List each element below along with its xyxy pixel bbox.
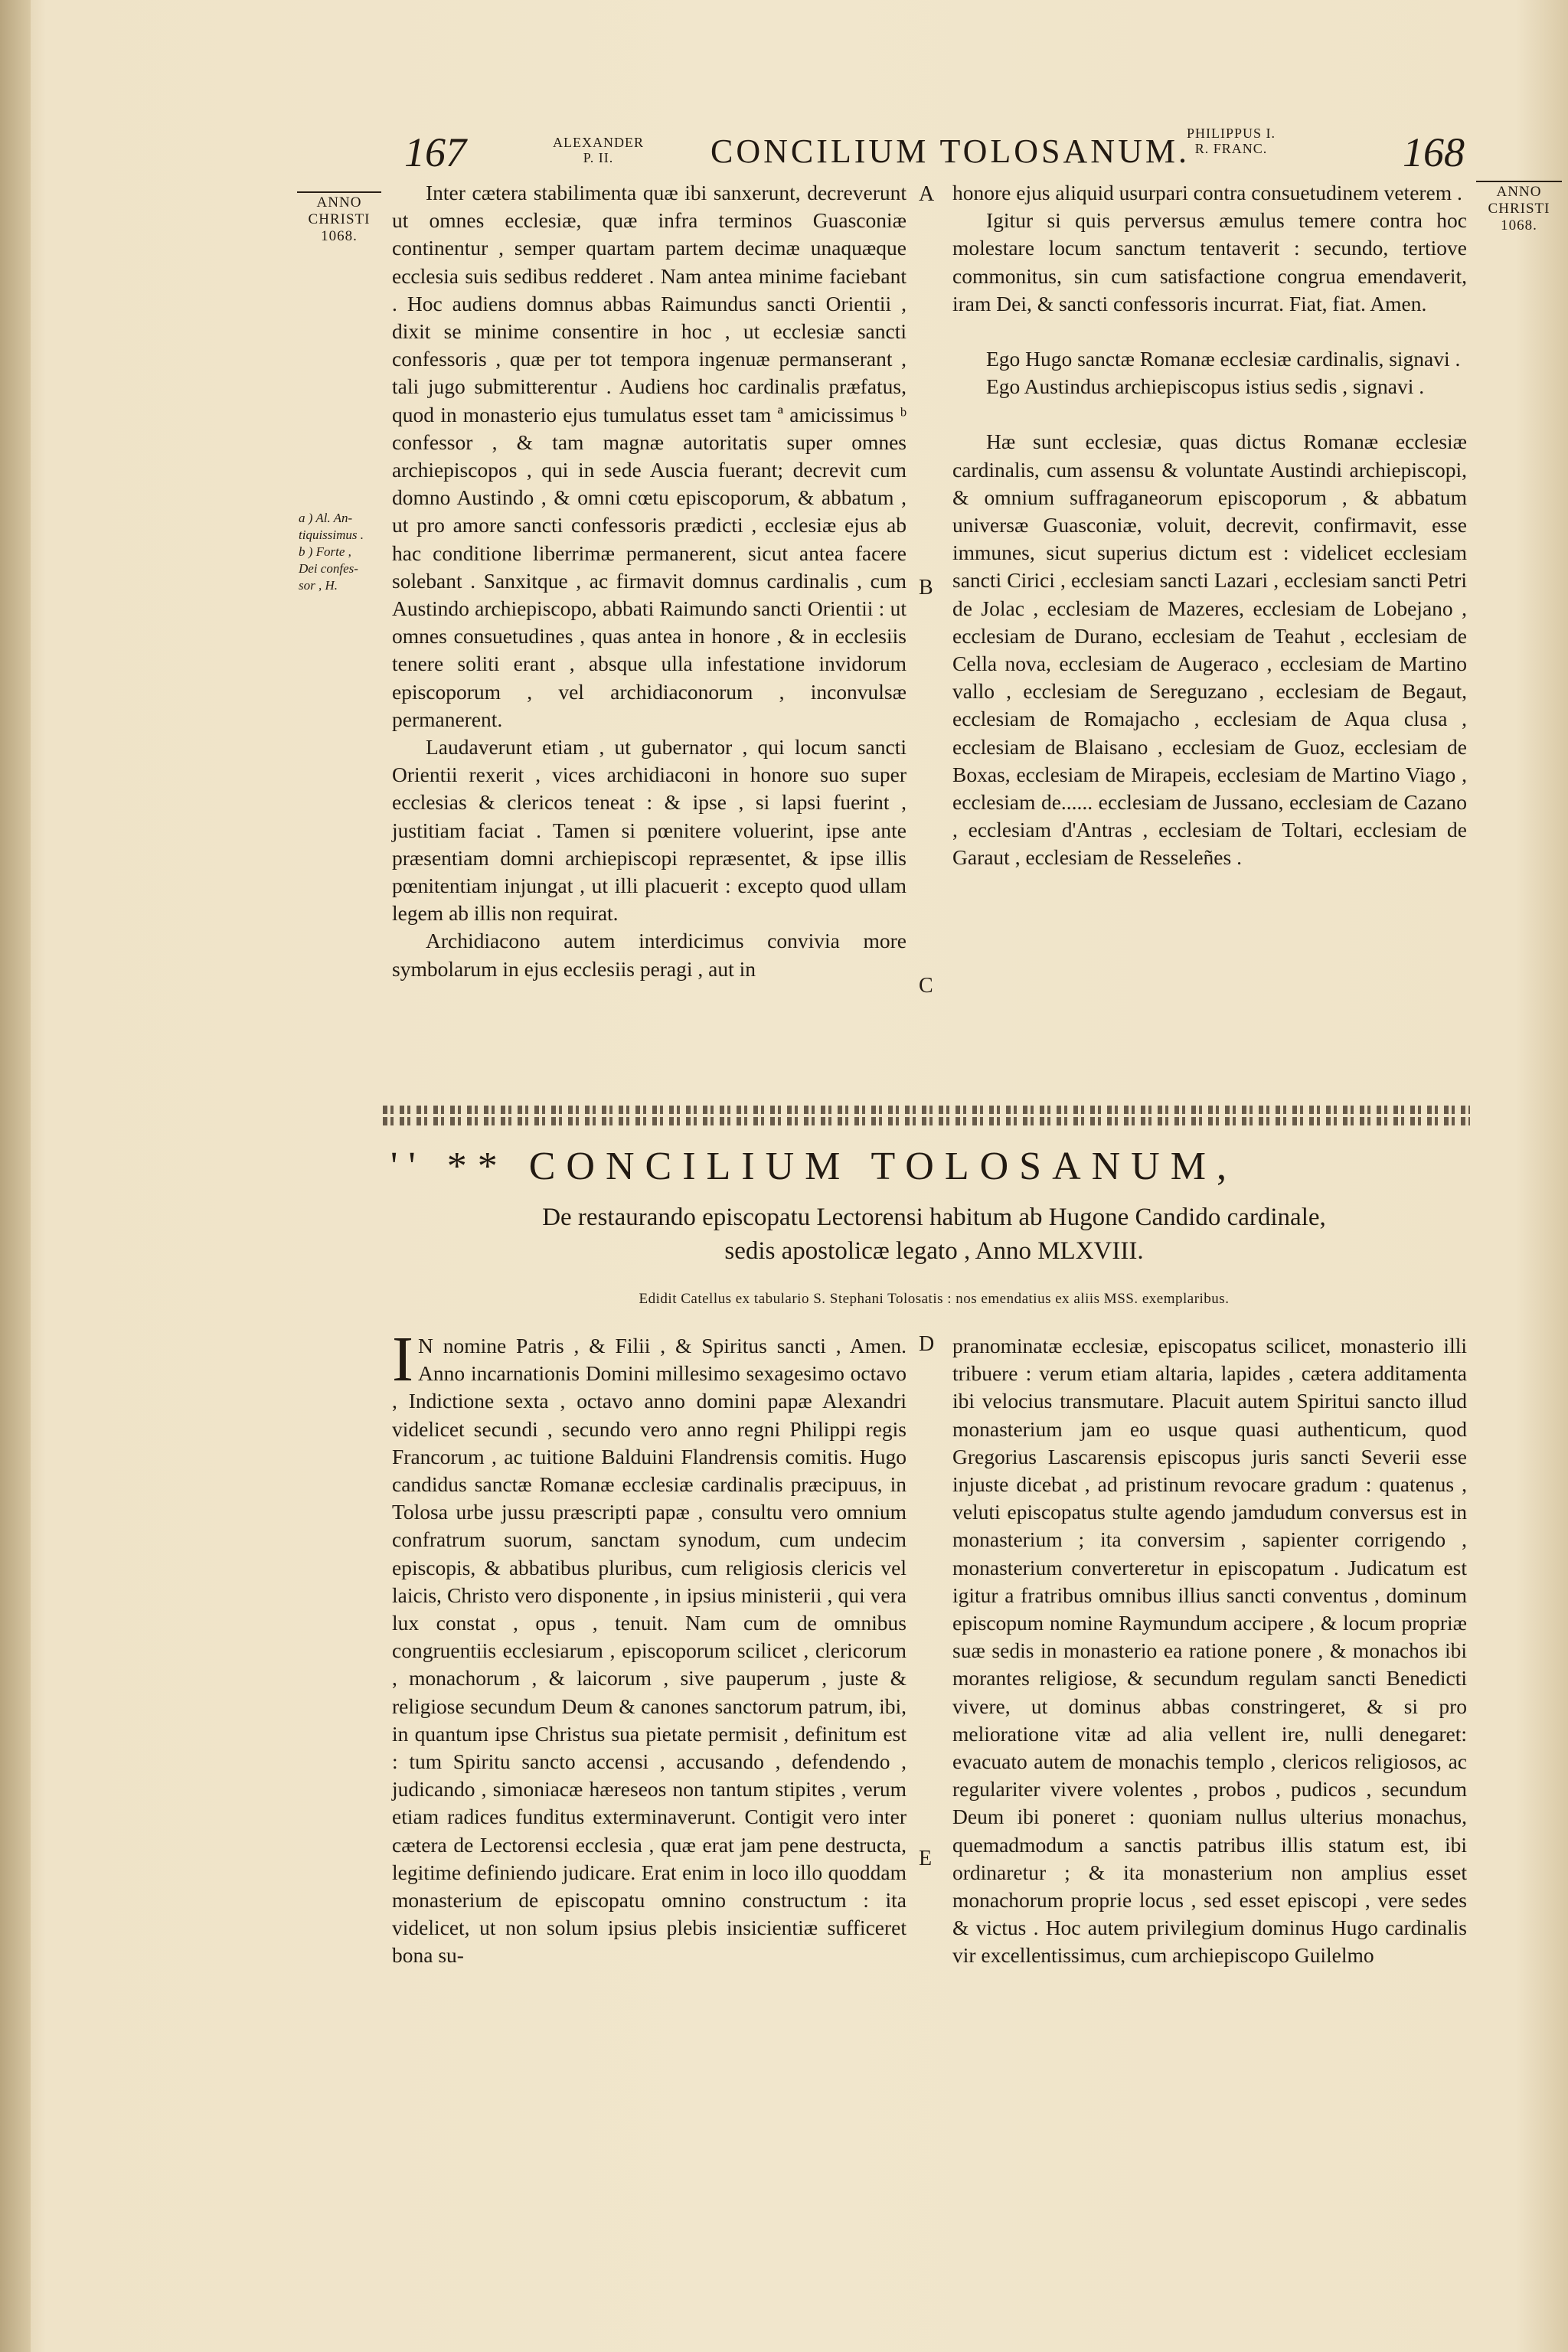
signature-line: Ego Hugo sanctæ Romanæ ecclesiæ cardinalis, signavi . <box>986 347 1461 371</box>
section-letter-e: E <box>919 1847 933 1870</box>
section-letter-b: B <box>919 576 933 599</box>
lower-left-column <box>392 1324 906 1970</box>
left-page-number: 167 <box>404 129 466 175</box>
upper-right-column <box>952 179 1467 872</box>
paragraph: Igitur si quis perversus æmulus temere contra hoc molestare locum sanctum tentaverit : secundo, tertiove commonitus, sin cum satisfactione congrua emendaverit, iram Dei, & sancti confessoris incurrat. Fiat, fiat. Amen. <box>952 208 1467 315</box>
paragraph-text: N nomine Patris , & Filii , & Spiritus sancti , Amen. Anno incarnationis Domini millesimo sexagesimo octavo , Indictione sexta , octavo anno domini papæ Alexandri videlicet secundi , secundo vero anno regni Philippi regis Francorum , ac tuitione Balduini Flandrensis comitis. Hugo candidus sanctæ Romanæ ecclesiæ cardinalis præcipuus, in Tolosa urbe jussu præscripti papæ , consultu vero omnium confratrum suorum, sanctam synodum, cum undecim episcopis, & abbatibus pluribus, cum religiosis clericis vel laicis, Christo vero disponente , in ipsius ministerii , qui vera lux constat , opus , tenuit. Nam cum de omnibus congruentiis ecclesiarum , episcoporum scilicet , clericorum , monachorum , & laicorum , sive pauperum , juste & religiose secundum Deum & canones sanctorum patrum, ibi, in quantum ipse Christus sua pietate permisit , definitum est : tum Spiritu sancto accensi , accusando , defendendo , judicando , simoniacæ hæreseos non tantum stipites , verum etiam radices funditus exterminaverunt. Contigit vero inter cætera de Lectorensi ecclesia , quæ erat jam pene destructa, legitime definiendo judicare. Erat enim in loco illo quoddam monasterium de episcopatu omnino constructum : ita videlicet, ut non solum ipsius plebis insicientiæ sufficeret bona su- <box>392 1334 906 1968</box>
right-king-heading <box>1187 126 1276 172</box>
council-title: '' ** CONCILIUM TOLOSANUM, <box>390 1145 1237 1188</box>
right-king-line2: R. FRANC. <box>1194 141 1268 156</box>
running-title: CONCILIUM TOLOSANUM. <box>710 132 1190 170</box>
paragraph: honore ejus aliquid usurpari contra consuetudinem veterem . <box>952 181 1462 204</box>
upper-left-column <box>392 179 906 983</box>
left-pope-line2: P. II. <box>583 150 614 165</box>
right-king-line1: PHILIPPUS I. <box>1187 126 1276 141</box>
margin-note: a ) Al. An- <box>299 511 353 525</box>
section-letter-c: C <box>919 974 933 998</box>
edition-note: Edidit Catellus ex tabulario S. Stephani Tolosatis : nos emendatius ex aliis MSS. exemplaribus. <box>639 1291 1230 1307</box>
paragraph: Hæ sunt ecclesiæ, quas dictus Romanæ ecclesiæ cardinalis, cum assensu & voluntate Austindi archiepiscopi, & omnium suffraganeorum episcoporum , & abbatum universæ Guasconiæ, voluit, decrevit, confirmavit, esse immunes, sicut superius dictum est : videlicet ecclesiam sancti Cirici , ecclesiam sancti Lazari , ecclesiam sancti Petri de Jolac , ecclesiam de Mazeres, ecclesiam de Lobejano , ecclesiam de Durano, ecclesiam de Teahut , ecclesiam de Cella nova, ecclesiam de Augeraco , ecclesiam de Martino vallo , ecclesiam de Sereguzano , ecclesiam de Begaut, ecclesiam de Romajacho , ecclesiam de Aqua clusa , ecclesiam de Blaisano , ecclesiam de Guoz, ecclesiam de Boxas, ecclesiam de Mirapeis, ecclesiam de Martino Viago , ecclesiam de...... ecclesiam de Jussano, ecclesiam de Cazano , ecclesiam d'Antras , ecclesiam de Toltari, ecclesiam de Garaut , ecclesiam de Resseleñes . <box>952 430 1467 870</box>
left-pope-heading <box>553 135 644 181</box>
ornamental-divider <box>383 1106 1470 1125</box>
council-subtitle-line2 <box>398 1236 1470 1266</box>
section-letter-d: D <box>919 1332 935 1356</box>
anno-label: ANNO <box>1496 184 1542 200</box>
paragraph: Archidiacono autem interdicimus convivia more symbolarum in ejus ecclesiis peragi , aut in <box>392 929 906 981</box>
drop-cap: I <box>392 1324 413 1395</box>
subtitle-text: sedis apostolicæ legato , Anno <box>724 1237 1031 1265</box>
left-anno-christi <box>297 191 381 245</box>
margin-note: Dei confes- <box>299 561 358 576</box>
christi-label: CHRISTI <box>308 211 371 227</box>
council-subtitle-line1: De restaurando episcopatu Lectorensi habitum ab Hugone Candido cardinale, <box>542 1204 1326 1231</box>
right-page-number: 168 <box>1403 129 1465 175</box>
signature-line: Ego Austindus archiepiscopus istius sedis , signavi . <box>986 374 1425 399</box>
book-binding-edge <box>0 0 31 2352</box>
section-letter-a: A <box>919 182 935 206</box>
left-pope-line1: ALEXANDER <box>553 135 644 150</box>
margin-note: b ) Forte , <box>299 544 351 559</box>
paragraph: Laudaverunt etiam , ut gubernator , qui locum sancti Orientii rexerit , vices archidiaconi in honore suo super ecclesias & clericos teneat : & ipse , si lapsi fuerint , justitiam faciat . Tamen si pœnitere voluerint, ipse ante præsentiam domni archiepiscopi repræsentet, & ipse illis pœnitentiam injungat , ut illi placuerit : excepto quod ullam legem ab illis non requirat. <box>392 735 906 926</box>
margin-note: tiquissimus . <box>299 528 364 542</box>
anno-label: ANNO <box>316 194 362 211</box>
christi-label: CHRISTI <box>1488 201 1550 217</box>
paragraph: pranominatæ ecclesiæ, episcopatus scilicet, monasterio illi tribuere : verum etiam altaria, lapides , cætera additamenta ibi velocius transmutare. Placuit autem Spiritui sancto illud monasterium jam eo usque quasi authenticum, quod Gregorius Lascarensis episcopus juris sancti Severii esse injuste dicebat , ad pristinum revocare gradum : quatenus , veluti episcopatus stulte agendo jamdudum conversus est in monasterium ; ita conversim , sapienter corrigendo , monasterium converteretur in episcopatum . Judicatum est igitur a fratribus omnibus illius sancti conventus , dominum episcopum nomine Raymundum accipere , & locum propriæ suæ sedis in monasterio ea ratione ponere , & monachos ibi morantes religiose, & secundum regulam sancti Benedicti vivere, ut dominus abbas constringeret, & si pro melioratione vitæ ad alia vellent ire, nulli denegaret: evacuato autem de monachis templo , clericos religiosos, ac regulariter vivere volentes , probos , pudicos , secundum Deum ibi poneret : quoniam nullus ulterius monachus, quemadmodum a sanctis patribus illis statum est, ibi ordinaretur ; & ita monasterium non amplius esset monachorum proprie locus , sed esset episcopi , vere sedes & victus . Hoc autem privilegium dominus Hugo cardinalis vir excellentissimus, cum archiepiscopo Guilelmo <box>952 1334 1467 1968</box>
paragraph <box>392 1324 906 1970</box>
margin-note: sor , H. <box>299 578 338 593</box>
right-anno-christi <box>1476 181 1562 234</box>
marginal-notes <box>299 510 390 594</box>
subtitle-year: MLXVIII. <box>1037 1237 1144 1265</box>
paragraph: Inter cætera stabilimenta quæ ibi sanxerunt, decreverunt ut omnes ecclesiæ, quæ infra terminos Guasconiæ continentur , semper quartam partem decimæ unaquæque ecclesia suis sedibus redderet . Nam antea minime faciebant . Hoc audiens domnus abbas Raimundus sancti Orientii , dixit se minime consentire in hoc , ut ecclesiæ sancti confessoris , quæ per tot tempora ingenuæ permanserant , tali jugo submitterentur . Audiens hoc cardinalis præfatus, quod in monasterio ejus tumulatus esset tam ª amicissimus ᵇ confessor , & tam magnæ autoritatis super omnes archiepiscopos , qui in sede Auscia fuerant; decrevit cum domno Austindo , & omni cœtu episcoporum, & abbatum , ut pro amore sancti confessoris prædicti , ecclesiæ ejus ab hac conditione liberrimæ permanerent, sicut antea facere solebant . Sanxitque , ac firmavit domnus cardinalis , cum Austindo archiepiscopo, abbati Raimundo sancti Orientii : ut omnes consuetudines , quas antea in honore , & in ecclesiis tenere soliti erant , absque ulla infestatione invidorum episcoporum , vel archidiaconorum , inconvulsæ permanerent. <box>392 181 906 731</box>
anno-year: 1068. <box>321 228 358 244</box>
anno-year: 1068. <box>1501 217 1537 234</box>
lower-right-column <box>952 1332 1467 1970</box>
